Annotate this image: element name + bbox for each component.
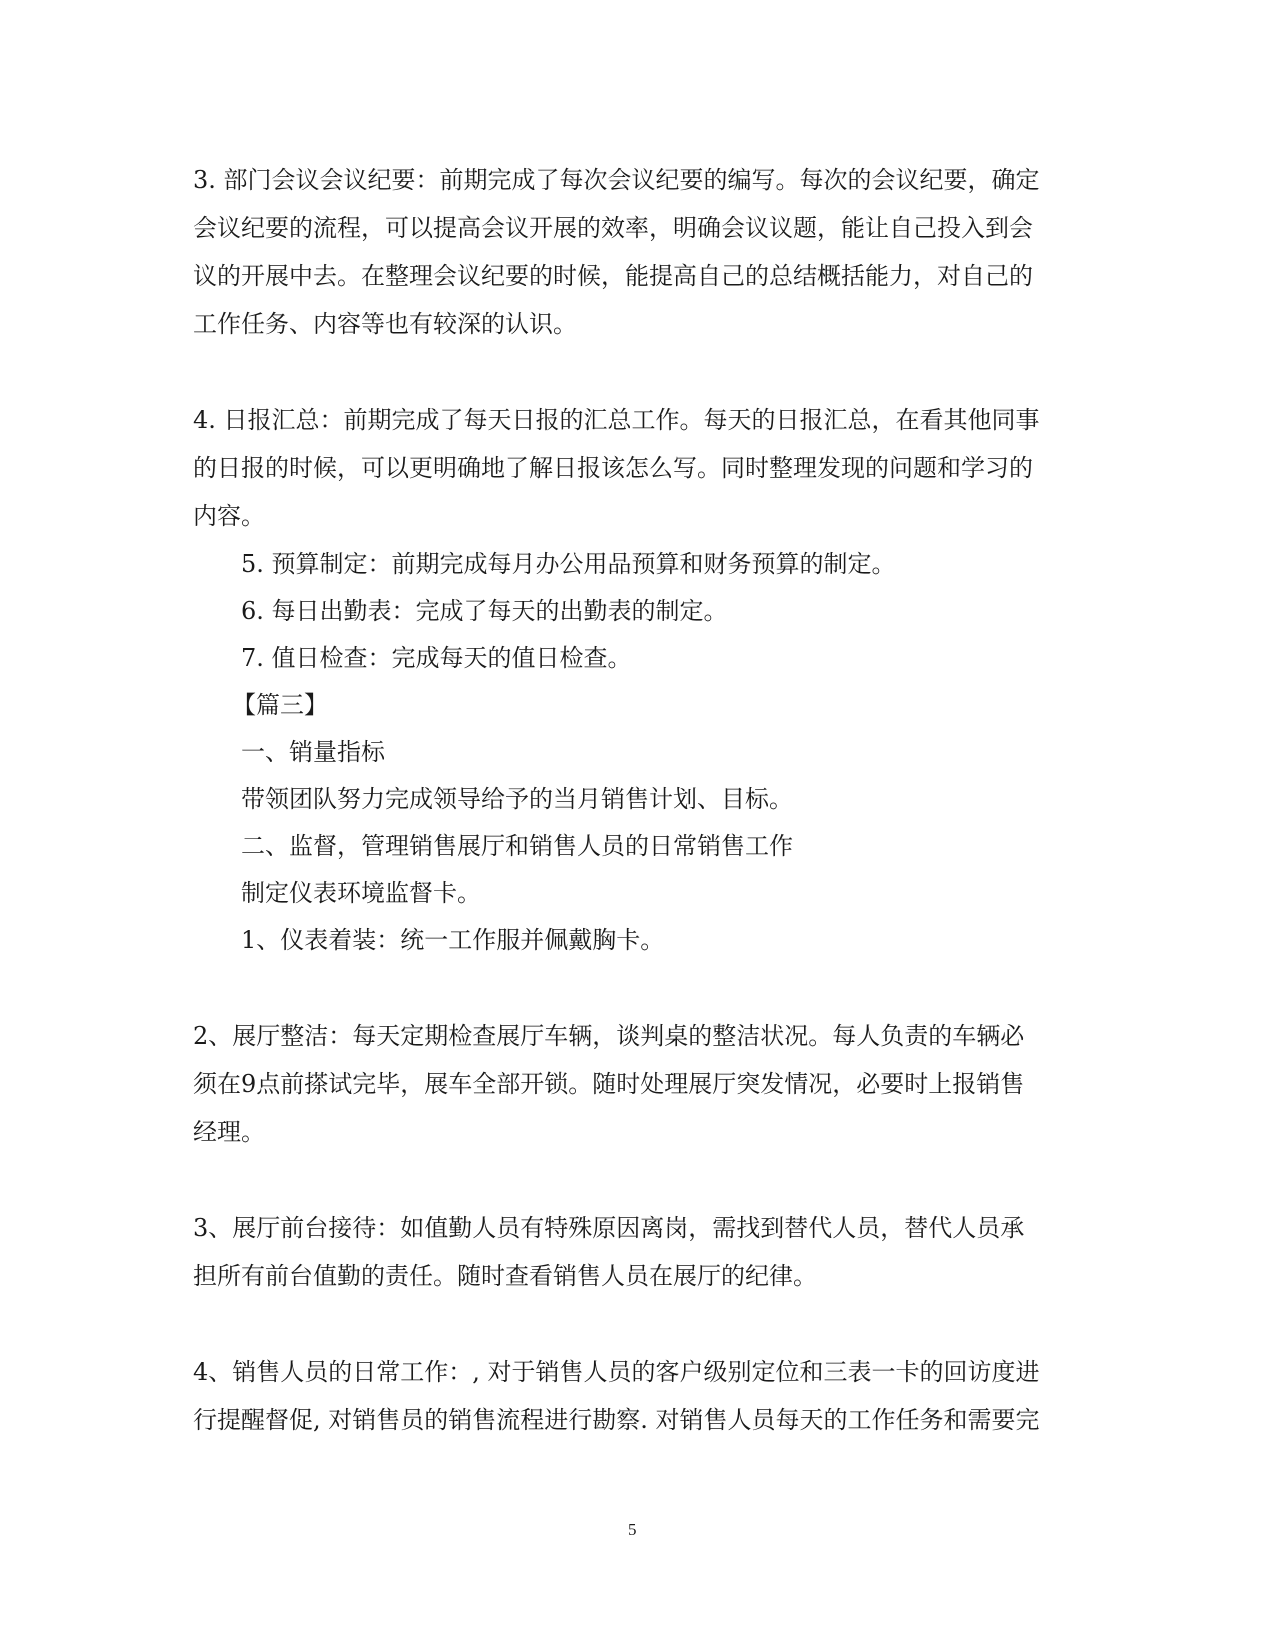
paragraph-line: 行提醒督促, 对销售员的销售流程进行勘察. 对销售人员每天的工作任务和需要完 xyxy=(193,1406,1040,1434)
section-heading: 【篇三】 xyxy=(232,691,328,719)
paragraph-line: 经理。 xyxy=(193,1118,265,1146)
paragraph-line: 须在9点前搽试完毕，展车全部开锁。随时处理展厅突发情况，必要时上报销售 xyxy=(193,1070,1025,1098)
paragraph-line: 内容。 xyxy=(193,502,265,530)
paragraph-line: 3. 部门会议会议纪要：前期完成了每次会议纪要的编写。每次的会议纪要，确定 xyxy=(193,166,1040,194)
paragraph-line: 7. 值日检查：完成每天的值日检查。 xyxy=(241,644,632,672)
section-heading: 二、监督，管理销售展厅和销售人员的日常销售工作 xyxy=(241,832,793,860)
paragraph-line: 4、销售人员的日常工作：, 对于销售人员的客户级别定位和三表一卡的回访度进 xyxy=(193,1358,1040,1386)
paragraph-line: 会议纪要的流程，可以提高会议开展的效率，明确会议议题，能让自己投入到会 xyxy=(193,214,1033,242)
paragraph-line: 制定仪表环境监督卡。 xyxy=(241,879,481,907)
section-heading: 一、销量指标 xyxy=(241,738,385,766)
paragraph-line: 带领团队努力完成领导给予的当月销售计划、目标。 xyxy=(241,785,793,813)
paragraph-line: 5. 预算制定：前期完成每月办公用品预算和财务预算的制定。 xyxy=(241,550,896,578)
paragraph-line: 担所有前台值勤的责任。随时查看销售人员在展厅的纪律。 xyxy=(193,1262,817,1290)
paragraph-line: 6. 每日出勤表：完成了每天的出勤表的制定。 xyxy=(241,597,728,625)
paragraph-line: 的日报的时候，可以更明确地了解日报该怎么写。同时整理发现的问题和学习的 xyxy=(193,454,1033,482)
paragraph-line: 1、仪表着装：统一工作服并佩戴胸卡。 xyxy=(241,926,665,954)
page-number: 5 xyxy=(628,1520,637,1539)
paragraph-line: 4. 日报汇总：前期完成了每天日报的汇总工作。每天的日报汇总，在看其他同事 xyxy=(193,406,1040,434)
paragraph-line: 议的开展中去。在整理会议纪要的时候，能提高自己的总结概括能力，对自己的 xyxy=(193,262,1033,290)
paragraph-line: 3、展厅前台接待：如值勤人员有特殊原因离岗，需找到替代人员，替代人员承 xyxy=(193,1214,1025,1242)
paragraph-line: 2、展厅整洁：每天定期检查展厅车辆，谈判桌的整洁状况。每人负责的车辆必 xyxy=(193,1022,1025,1050)
paragraph-line: 工作任务、内容等也有较深的认识。 xyxy=(193,310,577,338)
